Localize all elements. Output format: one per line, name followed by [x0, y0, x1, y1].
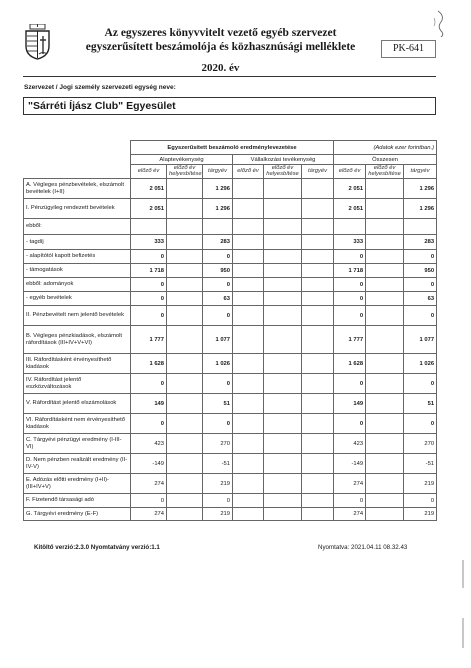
value-cell: 270	[203, 434, 233, 454]
value-cell: 274	[334, 474, 366, 494]
value-cell: 274	[131, 508, 167, 521]
value-cell	[233, 354, 264, 374]
row-label: - alapítótól kapott befizetés	[24, 250, 131, 264]
value-cell	[233, 374, 264, 394]
value-cell: 0	[203, 374, 233, 394]
value-cell	[233, 179, 264, 199]
value-cell	[302, 354, 334, 374]
value-cell: 0	[131, 278, 167, 292]
value-cell: 0	[131, 494, 167, 508]
value-cell	[302, 394, 334, 414]
value-cell	[366, 306, 404, 326]
value-cell	[366, 374, 404, 394]
handwritten-mark-icon	[430, 8, 450, 38]
value-cell: 333	[334, 235, 366, 250]
value-cell	[167, 278, 203, 292]
value-cell	[233, 474, 264, 494]
value-cell: 2 051	[334, 199, 366, 219]
value-cell: 0	[404, 414, 437, 434]
value-cell: 1 718	[131, 264, 167, 278]
value-cell: 1 296	[203, 199, 233, 219]
value-cell	[404, 219, 437, 235]
title-line-1: Az egyszeres könyvvitelt vezető egyéb szervezet	[104, 27, 337, 39]
value-cell: -149	[334, 454, 366, 474]
value-cell	[233, 414, 264, 434]
value-cell	[264, 354, 302, 374]
value-cell	[167, 374, 203, 394]
value-cell: 2 051	[334, 179, 366, 199]
header-divider	[23, 76, 436, 77]
value-cell	[366, 292, 404, 306]
value-cell: 950	[404, 264, 437, 278]
value-cell: 423	[131, 434, 167, 454]
value-cell: -149	[131, 454, 167, 474]
value-cell: 0	[131, 414, 167, 434]
value-cell: 219	[203, 474, 233, 494]
value-cell	[302, 179, 334, 199]
value-cell: 0	[404, 306, 437, 326]
value-cell	[167, 494, 203, 508]
value-cell: 1 077	[404, 326, 437, 354]
value-cell	[264, 474, 302, 494]
value-cell: 0	[334, 250, 366, 264]
value-cell	[264, 434, 302, 454]
subheader-prev-year: előző év	[233, 165, 264, 179]
value-cell: 423	[334, 434, 366, 454]
value-cell	[302, 494, 334, 508]
table-row	[24, 414, 437, 434]
value-cell: 0	[131, 250, 167, 264]
value-cell: -51	[203, 454, 233, 474]
value-cell	[131, 219, 167, 235]
value-cell	[233, 264, 264, 278]
row-label: IV. Ráfordítást jelentő eszközváltozások	[24, 374, 131, 394]
table-row	[24, 199, 437, 219]
value-cell	[302, 250, 334, 264]
subheader-current-year: tárgyév	[203, 165, 233, 179]
value-cell	[233, 235, 264, 250]
value-cell	[302, 292, 334, 306]
value-cell	[302, 326, 334, 354]
row-label: - támogatások	[24, 264, 131, 278]
value-cell: 219	[404, 474, 437, 494]
row-label: I. Pénzügyileg rendezett bevételek	[24, 199, 131, 219]
value-cell: 149	[131, 394, 167, 414]
value-cell	[167, 292, 203, 306]
row-label: B. Végleges pénzkiadások, elszámolt ráfordítások (III+IV+V+VI)	[24, 326, 131, 354]
value-cell	[366, 250, 404, 264]
value-cell: 283	[203, 235, 233, 250]
value-cell	[264, 179, 302, 199]
value-cell: 274	[131, 474, 167, 494]
value-cell: 950	[203, 264, 233, 278]
value-cell: 2 051	[131, 199, 167, 219]
value-cell	[366, 199, 404, 219]
organization-label: Szervezet / Jogi személy szervezeti egység neve:	[24, 84, 176, 91]
value-cell	[233, 199, 264, 219]
value-cell: 1 296	[404, 179, 437, 199]
value-cell	[366, 354, 404, 374]
subheader-correction: előző év helyesbítése	[167, 165, 203, 179]
table-row	[24, 474, 437, 494]
value-cell	[264, 264, 302, 278]
table-title-row	[24, 141, 437, 155]
value-cell: 149	[334, 394, 366, 414]
value-cell	[233, 326, 264, 354]
value-cell	[167, 474, 203, 494]
value-cell: 51	[404, 394, 437, 414]
row-label: G. Tárgyévi eredmény (E-F)	[24, 508, 131, 521]
value-cell	[167, 326, 203, 354]
value-cell	[264, 219, 302, 235]
value-cell	[233, 434, 264, 454]
table-row	[24, 264, 437, 278]
value-cell	[167, 354, 203, 374]
value-cell	[233, 494, 264, 508]
title-line-2: egyszerűsített beszámolója és közhasznúsági melléklete	[85, 41, 356, 53]
table-row	[24, 306, 437, 326]
value-cell: 0	[334, 494, 366, 508]
subheader-current-year: tárgyév	[404, 165, 437, 179]
value-cell: 274	[334, 508, 366, 521]
value-cell: 0	[404, 278, 437, 292]
table-row	[24, 326, 437, 354]
value-cell	[302, 374, 334, 394]
income-statement-table	[23, 140, 437, 521]
value-cell: 219	[203, 508, 233, 521]
value-cell: 0	[404, 250, 437, 264]
table-row	[24, 394, 437, 414]
value-cell: 283	[404, 235, 437, 250]
value-cell: 0	[334, 374, 366, 394]
table-row	[24, 508, 437, 521]
value-cell: 0	[404, 374, 437, 394]
value-cell	[264, 454, 302, 474]
value-cell: 1 026	[404, 354, 437, 374]
print-timestamp: Nyomtatva: 2021.04.11 08.32.43	[318, 544, 408, 551]
value-cell	[264, 494, 302, 508]
value-cell	[233, 278, 264, 292]
document-title	[68, 26, 373, 74]
value-cell	[302, 508, 334, 521]
value-cell	[302, 414, 334, 434]
value-cell: -51	[404, 454, 437, 474]
software-version: Kitöltő verzió:2.3.0 Nyomtatvány verzió:1.1	[34, 544, 160, 551]
value-cell	[366, 508, 404, 521]
value-cell: 0	[334, 306, 366, 326]
row-label: - tagdíj	[24, 235, 131, 250]
table-row	[24, 292, 437, 306]
value-cell	[167, 219, 203, 235]
value-cell	[302, 219, 334, 235]
value-cell	[167, 434, 203, 454]
value-cell	[167, 235, 203, 250]
value-cell	[264, 250, 302, 264]
subheader-current-year: tárgyév	[302, 165, 334, 179]
table-row	[24, 494, 437, 508]
table-row	[24, 454, 437, 474]
value-cell	[366, 264, 404, 278]
value-cell	[233, 292, 264, 306]
subheader-prev-year: előző év	[131, 165, 167, 179]
value-cell	[366, 278, 404, 292]
group-header-row	[24, 155, 437, 165]
value-cell: 63	[404, 292, 437, 306]
table-title: Egyszerűsített beszámoló eredménylevezetése	[131, 141, 334, 155]
group-header-business: Vállalkozási tevékenység	[233, 155, 334, 165]
subheader-correction: előző év helyesbítése	[366, 165, 404, 179]
value-cell: 63	[203, 292, 233, 306]
value-cell	[302, 474, 334, 494]
table-row	[24, 219, 437, 235]
value-cell	[167, 394, 203, 414]
subheader-correction: előző év helyesbítése	[264, 165, 302, 179]
value-cell: 0	[334, 278, 366, 292]
row-label: D. Nem pénzben realizált eredmény (II-IV-V)	[24, 454, 131, 474]
value-cell	[366, 219, 404, 235]
value-cell	[167, 414, 203, 434]
value-cell	[233, 454, 264, 474]
value-cell	[334, 219, 366, 235]
value-cell	[233, 508, 264, 521]
value-cell	[167, 508, 203, 521]
value-cell	[264, 374, 302, 394]
table-row	[24, 278, 437, 292]
value-cell	[167, 199, 203, 219]
value-cell: 0	[334, 414, 366, 434]
value-cell	[167, 306, 203, 326]
row-label: - egyéb bevételek	[24, 292, 131, 306]
value-cell: 0	[203, 494, 233, 508]
value-cell	[264, 306, 302, 326]
coat-of-arms-icon	[24, 24, 51, 60]
value-cell: 0	[203, 414, 233, 434]
row-label: ebből:	[24, 219, 131, 235]
value-cell	[302, 278, 334, 292]
value-cell	[302, 199, 334, 219]
value-cell	[366, 326, 404, 354]
value-cell	[167, 179, 203, 199]
value-cell: 0	[131, 306, 167, 326]
subheader-row	[24, 165, 437, 179]
row-label: A. Végleges pénzbevételek, elszámolt bevételek (I+II)	[24, 179, 131, 199]
value-cell	[167, 264, 203, 278]
report-year: 2020. év	[201, 62, 240, 74]
value-cell: 0	[203, 278, 233, 292]
value-cell: 0	[203, 250, 233, 264]
value-cell: 1 628	[131, 354, 167, 374]
table-row	[24, 179, 437, 199]
value-cell	[264, 414, 302, 434]
value-cell	[366, 394, 404, 414]
row-label: III. Ráfordításként érvényesíthető kiadások	[24, 354, 131, 374]
value-cell	[264, 199, 302, 219]
row-label: ebből: adományok	[24, 278, 131, 292]
value-cell	[203, 219, 233, 235]
table-row	[24, 434, 437, 454]
value-cell: 0	[334, 292, 366, 306]
value-cell: 0	[131, 374, 167, 394]
value-cell	[302, 454, 334, 474]
value-cell: 2 051	[131, 179, 167, 199]
value-cell	[233, 394, 264, 414]
row-label: VI. Ráfordításként nem érvényesíthető kiadások	[24, 414, 131, 434]
value-cell	[366, 179, 404, 199]
value-cell	[264, 326, 302, 354]
value-cell	[366, 494, 404, 508]
table-row	[24, 235, 437, 250]
scan-edge-mark	[462, 560, 464, 588]
value-cell	[366, 235, 404, 250]
value-cell	[167, 250, 203, 264]
row-label: C. Tárgyévi pénzügyi eredmény (I-III-VI)	[24, 434, 131, 454]
value-cell: 0	[203, 306, 233, 326]
row-label: E. Adózás előtti eredmény (I+II)-(III+IV+V)	[24, 474, 131, 494]
value-cell: 1 077	[203, 326, 233, 354]
value-cell	[264, 292, 302, 306]
value-cell: 219	[404, 508, 437, 521]
value-cell	[302, 235, 334, 250]
value-cell	[264, 394, 302, 414]
row-label: II. Pénzbevételt nem jelentő bevételek	[24, 306, 131, 326]
form-code-box: PK-641	[381, 40, 436, 58]
value-cell: 1 777	[131, 326, 167, 354]
organization-name: "Sárréti Íjász Club" Egyesület	[23, 97, 436, 115]
value-cell: 270	[404, 434, 437, 454]
value-cell	[233, 306, 264, 326]
subheader-prev-year: előző év	[334, 165, 366, 179]
value-cell: 51	[203, 394, 233, 414]
group-header-total: Összesen	[334, 155, 437, 165]
value-cell: 1 718	[334, 264, 366, 278]
value-cell: 333	[131, 235, 167, 250]
value-cell	[302, 306, 334, 326]
value-cell	[264, 278, 302, 292]
value-cell	[366, 414, 404, 434]
value-cell: 1 628	[334, 354, 366, 374]
value-cell: 0	[131, 292, 167, 306]
table-row	[24, 354, 437, 374]
value-cell	[167, 454, 203, 474]
scan-edge-mark	[462, 618, 464, 648]
value-cell: 1 296	[203, 179, 233, 199]
value-cell	[302, 434, 334, 454]
value-cell: 1 026	[203, 354, 233, 374]
table-row	[24, 250, 437, 264]
value-cell	[264, 235, 302, 250]
unit-note: (Adatok ezer forintban.)	[334, 141, 437, 155]
table-row	[24, 374, 437, 394]
value-cell: 1 777	[334, 326, 366, 354]
row-label: V. Ráfordítást jelentő elszámolások	[24, 394, 131, 414]
value-cell	[233, 250, 264, 264]
group-header-basic: Alaptevékenység	[131, 155, 233, 165]
row-label: F. Fizetendő társasági adó	[24, 494, 131, 508]
value-cell	[264, 508, 302, 521]
value-cell: 0	[404, 494, 437, 508]
value-cell: 1 296	[404, 199, 437, 219]
value-cell	[302, 264, 334, 278]
value-cell	[233, 219, 264, 235]
value-cell	[366, 454, 404, 474]
value-cell	[366, 474, 404, 494]
value-cell	[366, 434, 404, 454]
